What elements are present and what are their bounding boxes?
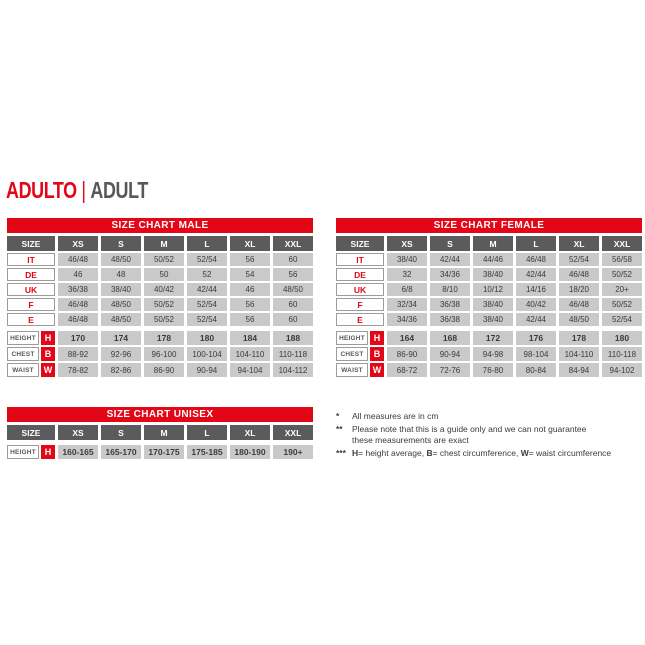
measure-value-cell: 175-185 [187, 445, 227, 459]
measure-value-cell: 86-90 [387, 347, 427, 361]
footnote-line [352, 424, 642, 436]
country-code-cell: F [336, 298, 384, 311]
heading-adulto: ADULTO [6, 177, 77, 203]
footnote-segment: = height average, [358, 447, 427, 458]
measure-label-cell: WAIST [7, 363, 39, 377]
footnote-marker: ** [336, 423, 343, 434]
column-header-cell: XS [387, 236, 427, 251]
size-value-cell: 34/36 [387, 313, 427, 326]
measure-rows-block [336, 331, 642, 377]
size-value-cell: 54 [230, 268, 270, 281]
measure-label-group [7, 363, 55, 377]
size-value-cell: 48/50 [101, 313, 141, 326]
measure-value-cell: 90-94 [187, 363, 227, 377]
footnote-marker: *** [336, 447, 346, 458]
measure-label-group [336, 331, 384, 345]
measure-rows-block [7, 331, 313, 377]
size-value-cell: 44/46 [473, 253, 513, 266]
measure-value-cell: 170 [58, 331, 98, 345]
measure-label-group [336, 363, 384, 377]
footnote [336, 424, 642, 447]
size-value-cell: 46 [230, 283, 270, 296]
size-value-cell: 56 [230, 313, 270, 326]
size-header-row [336, 236, 642, 251]
column-header-cell: M [473, 236, 513, 251]
measure-value-cell: 94-98 [473, 347, 513, 361]
measure-value-cell: 110-118 [602, 347, 642, 361]
measure-value-cell: 88-92 [58, 347, 98, 361]
measure-value-cell: 188 [273, 331, 313, 345]
size-value-cell: 48/50 [273, 283, 313, 296]
size-value-cell: 46/48 [58, 313, 98, 326]
column-header-cell: XL [559, 236, 599, 251]
measure-value-cell: 86-90 [144, 363, 184, 377]
country-size-row [336, 298, 642, 311]
size-value-cell: 50 [144, 268, 184, 281]
size-value-cell: 36/38 [58, 283, 98, 296]
size-header-row [7, 425, 313, 440]
measure-badge: H [370, 331, 384, 345]
column-header-cell: XS [58, 425, 98, 440]
size-value-cell: 48/50 [101, 298, 141, 311]
size-value-cell: 46/48 [58, 298, 98, 311]
measure-label-cell: CHEST [336, 347, 368, 361]
size-value-cell: 38/40 [473, 268, 513, 281]
column-header-cell: XL [230, 236, 270, 251]
measure-badge: W [370, 363, 384, 377]
size-header-cell: SIZE [7, 425, 55, 440]
column-header-cell: M [144, 236, 184, 251]
size-chart-male [7, 218, 313, 379]
size-value-cell: 56 [230, 298, 270, 311]
measure-value-cell: 100-104 [187, 347, 227, 361]
size-header-cell: SIZE [7, 236, 55, 251]
country-code-cell: UK [336, 283, 384, 296]
country-size-row [336, 313, 642, 326]
size-value-cell: 46/48 [559, 268, 599, 281]
size-chart-unisex [7, 407, 313, 461]
country-code-cell: DE [336, 268, 384, 281]
size-value-cell: 52 [187, 268, 227, 281]
size-value-cell: 60 [273, 298, 313, 311]
footnote-line [352, 448, 642, 460]
country-size-row [7, 268, 313, 281]
size-value-cell: 50/52 [602, 268, 642, 281]
size-value-cell: 60 [273, 253, 313, 266]
heading-adult: ADULT [90, 177, 148, 203]
size-value-cell: 6/8 [387, 283, 427, 296]
column-header-cell: XXL [273, 236, 313, 251]
size-value-cell: 46/48 [58, 253, 98, 266]
size-value-cell: 48 [101, 268, 141, 281]
size-value-cell: 32 [387, 268, 427, 281]
country-code-cell: IT [336, 253, 384, 266]
measure-value-cell: 110-118 [273, 347, 313, 361]
measure-row [336, 331, 642, 345]
size-value-cell: 50/52 [602, 298, 642, 311]
size-value-cell: 42/44 [430, 253, 470, 266]
measure-value-cell: 104-110 [559, 347, 599, 361]
measure-row [336, 347, 642, 361]
column-header-cell: S [101, 236, 141, 251]
measure-value-cell: 68-72 [387, 363, 427, 377]
measure-row [7, 363, 313, 377]
size-value-cell: 38/40 [101, 283, 141, 296]
size-value-cell: 52/54 [187, 313, 227, 326]
measure-value-cell: 72-76 [430, 363, 470, 377]
footnote-bold-term: W [520, 447, 529, 458]
footnote-segment: Please note that this is a guide only and we can not guarantee [352, 423, 587, 434]
country-size-row [336, 253, 642, 266]
size-value-cell: 10/12 [473, 283, 513, 296]
measure-value-cell: 176 [516, 331, 556, 345]
page-heading [6, 177, 148, 204]
country-code-cell: IT [7, 253, 55, 266]
measure-value-cell: 76-80 [473, 363, 513, 377]
size-value-cell: 52/54 [187, 253, 227, 266]
measure-value-cell: 174 [101, 331, 141, 345]
measure-value-cell: 82-86 [101, 363, 141, 377]
measure-row [7, 347, 313, 361]
country-code-cell: UK [7, 283, 55, 296]
size-chart-title-bar: SIZE CHART FEMALE [336, 218, 642, 233]
measure-label-group [7, 347, 55, 361]
size-value-cell: 60 [273, 313, 313, 326]
measure-value-cell: 180 [602, 331, 642, 345]
footnote-segment: = waist circumference [528, 447, 612, 458]
size-value-cell: 52/54 [559, 253, 599, 266]
size-value-cell: 56 [273, 268, 313, 281]
measure-row [336, 363, 642, 377]
footnote [336, 411, 642, 423]
size-value-cell: 34/36 [430, 268, 470, 281]
size-value-cell: 40/42 [516, 298, 556, 311]
measure-value-cell: 180 [187, 331, 227, 345]
measure-row [7, 331, 313, 345]
size-chart-title-bar: SIZE CHART MALE [7, 218, 313, 233]
measure-value-cell: 168 [430, 331, 470, 345]
size-value-cell: 46 [58, 268, 98, 281]
size-value-cell: 36/38 [430, 313, 470, 326]
size-value-cell: 42/44 [187, 283, 227, 296]
measure-value-cell: 78-82 [58, 363, 98, 377]
measure-value-cell: 180-190 [230, 445, 270, 459]
size-value-cell: 38/40 [473, 298, 513, 311]
measure-value-cell: 94-102 [602, 363, 642, 377]
column-header-cell: L [516, 236, 556, 251]
footnote-text [352, 424, 642, 447]
column-header-cell: S [101, 425, 141, 440]
size-header-row [7, 236, 313, 251]
measure-value-cell: 90-94 [430, 347, 470, 361]
column-header-cell: S [430, 236, 470, 251]
country-code-cell: DE [7, 268, 55, 281]
measure-value-cell: 98-104 [516, 347, 556, 361]
size-value-cell: 52/54 [602, 313, 642, 326]
country-size-row [336, 268, 642, 281]
measure-value-cell: 104-110 [230, 347, 270, 361]
footnote-segment: these measurements are exact [352, 435, 469, 445]
measure-rows-block [7, 445, 313, 459]
size-value-cell: 38/40 [387, 253, 427, 266]
country-code-cell: E [7, 313, 55, 326]
measure-value-cell: 178 [559, 331, 599, 345]
measure-label-group [336, 347, 384, 361]
measure-value-cell: 84-94 [559, 363, 599, 377]
measure-badge: H [41, 331, 55, 345]
measure-value-cell: 80-84 [516, 363, 556, 377]
country-code-cell: E [336, 313, 384, 326]
footnotes [336, 411, 642, 460]
size-header-cell: SIZE [336, 236, 384, 251]
measure-label-cell: HEIGHT [7, 331, 39, 345]
measure-label-cell: CHEST [7, 347, 39, 361]
footnote-segment: = chest circumference, [432, 447, 521, 458]
measure-value-cell: 164 [387, 331, 427, 345]
country-size-row [7, 313, 313, 326]
measure-value-cell: 178 [144, 331, 184, 345]
measure-value-cell: 160-165 [58, 445, 98, 459]
measure-value-cell: 96-100 [144, 347, 184, 361]
footnote-bold-term: B [426, 447, 433, 458]
footnote-text [352, 411, 642, 423]
column-header-cell: XXL [602, 236, 642, 251]
size-value-cell: 50/52 [144, 253, 184, 266]
measure-label-group [7, 331, 55, 345]
footnote-text [352, 448, 642, 460]
measure-value-cell: 190+ [273, 445, 313, 459]
size-value-cell: 52/54 [187, 298, 227, 311]
size-value-cell: 48/50 [559, 313, 599, 326]
footnote-segment: All measures are in cm [352, 411, 439, 421]
country-code-cell: F [7, 298, 55, 311]
measure-label-cell: HEIGHT [336, 331, 368, 345]
footnote-bold-term: H [352, 447, 359, 458]
size-value-cell: 40/42 [144, 283, 184, 296]
measure-badge: B [370, 347, 384, 361]
size-value-cell: 50/52 [144, 298, 184, 311]
measure-label-group [7, 445, 55, 459]
measure-value-cell: 172 [473, 331, 513, 345]
size-chart-female [336, 218, 642, 379]
heading-separator: | [81, 177, 86, 203]
column-header-cell: XXL [273, 425, 313, 440]
measure-label-cell: HEIGHT [7, 445, 39, 459]
measure-value-cell: 94-104 [230, 363, 270, 377]
country-size-row [7, 298, 313, 311]
size-value-cell: 46/48 [516, 253, 556, 266]
size-value-cell: 50/52 [144, 313, 184, 326]
footnote-marker: * [336, 411, 340, 421]
country-size-row [7, 253, 313, 266]
column-header-cell: XL [230, 425, 270, 440]
size-value-cell: 56 [230, 253, 270, 266]
measure-badge: H [41, 445, 55, 459]
measure-value-cell: 92-96 [101, 347, 141, 361]
measure-value-cell: 104-112 [273, 363, 313, 377]
column-header-cell: L [187, 236, 227, 251]
column-header-cell: L [187, 425, 227, 440]
footnote-line [352, 411, 642, 423]
measure-label-cell: WAIST [336, 363, 368, 377]
size-value-cell: 48/50 [101, 253, 141, 266]
footnote [336, 448, 642, 460]
measure-badge: B [41, 347, 55, 361]
size-value-cell: 14/16 [516, 283, 556, 296]
size-value-cell: 38/40 [473, 313, 513, 326]
measure-value-cell: 184 [230, 331, 270, 345]
size-value-cell: 8/10 [430, 283, 470, 296]
size-value-cell: 46/48 [559, 298, 599, 311]
measure-badge: W [41, 363, 55, 377]
measure-value-cell: 170-175 [144, 445, 184, 459]
size-chart-title-bar: SIZE CHART UNISEX [7, 407, 313, 422]
country-size-row [336, 283, 642, 296]
measure-value-cell: 165-170 [101, 445, 141, 459]
size-value-cell: 56/58 [602, 253, 642, 266]
column-header-cell: M [144, 425, 184, 440]
size-value-cell: 18/20 [559, 283, 599, 296]
footnote-line [352, 435, 642, 447]
size-value-cell: 42/44 [516, 268, 556, 281]
column-header-cell: XS [58, 236, 98, 251]
measure-row [7, 445, 313, 459]
size-value-cell: 42/44 [516, 313, 556, 326]
size-value-cell: 32/34 [387, 298, 427, 311]
country-size-row [7, 283, 313, 296]
size-value-cell: 36/38 [430, 298, 470, 311]
size-value-cell: 20+ [602, 283, 642, 296]
